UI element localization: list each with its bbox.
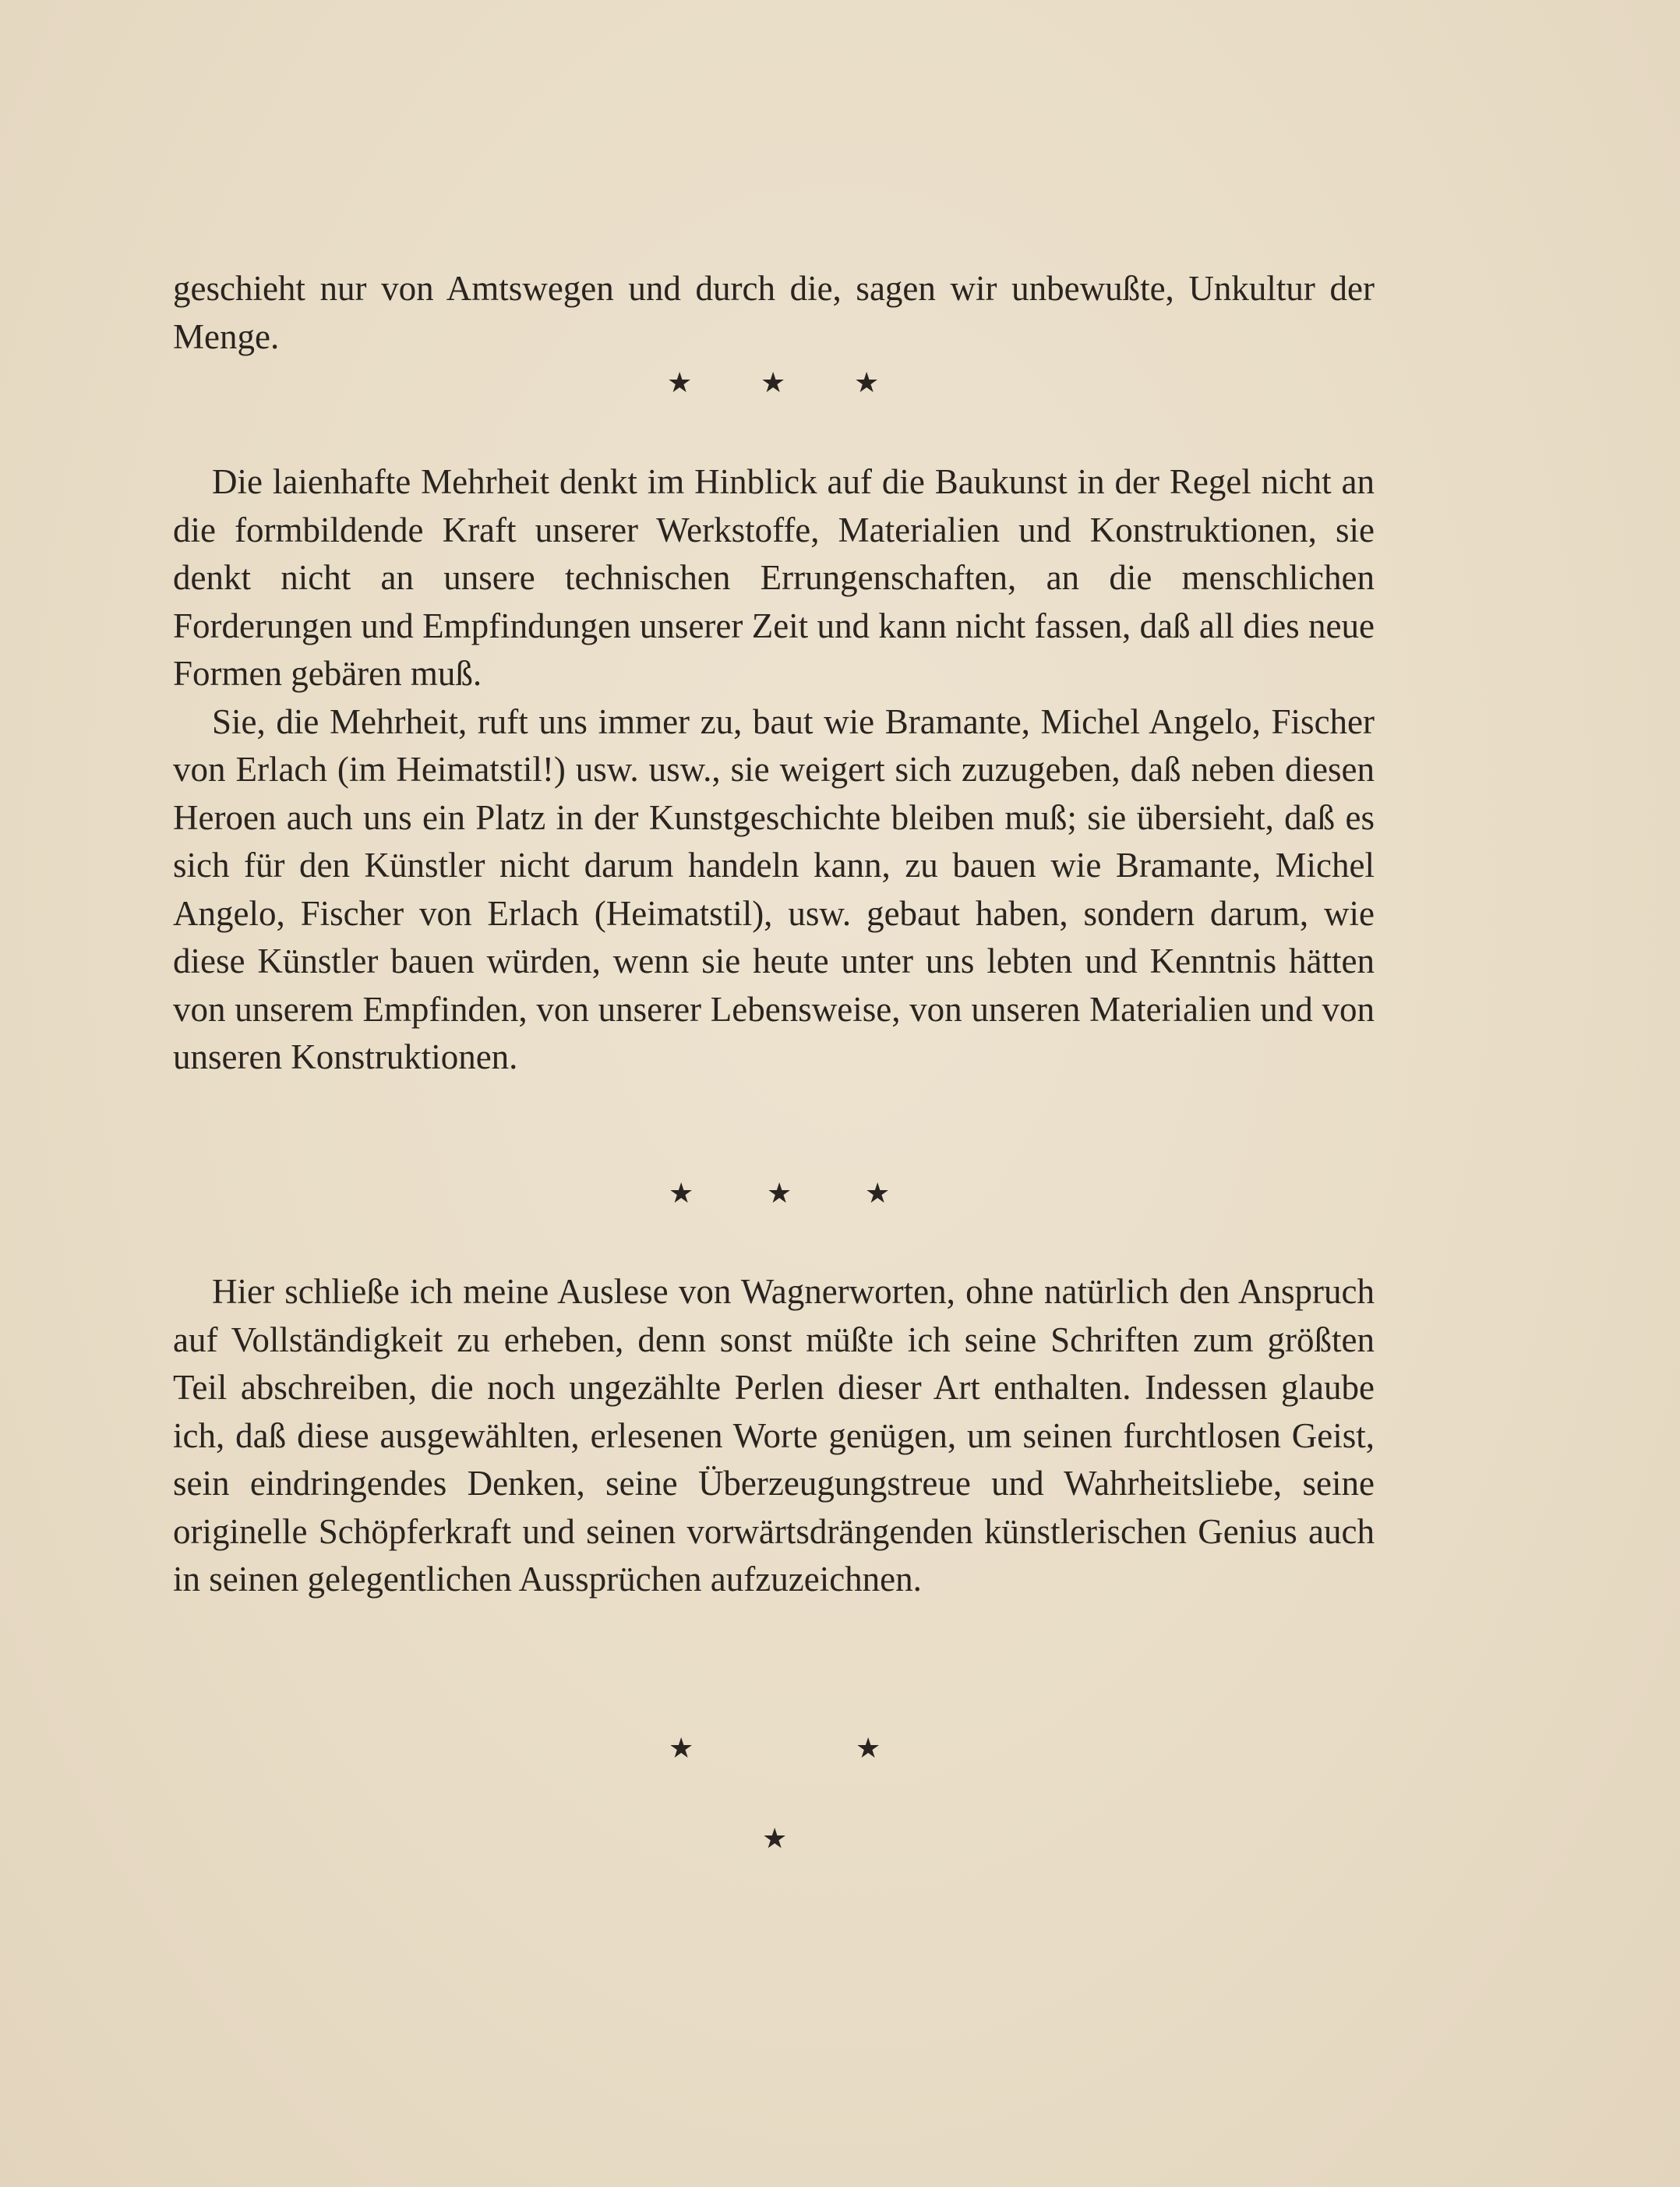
star-icon: ★: [762, 1823, 788, 1855]
paragraph-conclusion: [173, 1268, 1375, 1604]
star-icon: ★: [669, 1733, 694, 1765]
separator-three-stars-1: [0, 369, 1680, 408]
star-icon: ★: [856, 1733, 881, 1765]
star-icon: ★: [667, 367, 693, 399]
paragraph-continuation: [173, 265, 1375, 361]
paragraph-1-text: geschieht nur von Amtswegen und durch die, sagen wir unbewußte, Unkultur der Menge.: [173, 269, 1375, 356]
paragraph-3-text: Hier schließe ich meine Auslese von Wagnerworten, ohne natürlich den Anspruch auf Vollständigkeit zu erheben, denn sonst müßte ich seine Schriften zum größten Teil abschreiben, die noch ungezählte Perlen dieser Art enthalten. Indessen glaube ich, daß diese ausgewählten, erlesenen Worte genügen, um seinen furchtlosen Geist, sein eindringendes Denken, seine Überzeugungstreue und Wahrheitsliebe, seine originelle Schöpferkraft und seinen vorwärtsdrängenden künstlerischen Genius auch in seinen gelegentlichen Aussprüchen aufzuzeichnen.: [173, 1272, 1375, 1599]
separator-two-stars: [0, 1735, 1680, 1774]
separator-three-stars-2: [0, 1180, 1680, 1219]
separator-single-star: [0, 1825, 1680, 1864]
paragraph-2a-text: Die laienhafte Mehrheit denkt im Hinblick auf die Baukunst in der Regel nicht an die formbildende Kraft unserer Werkstoffe, Materialien und Konstruktionen, sie denkt nicht an unsere technischen Errungenschaften, an die menschlichen Forderungen und Empfindungen unserer Zeit und kann nicht fassen, daß all dies neue Formen gebären muß.: [173, 462, 1375, 693]
paragraph-2b-text: Sie, die Mehrheit, ruft uns immer zu, baut wie Bramante, Michel Angelo, Fischer von Erlach (im Heimatstil!) usw. usw., sie weigert sich zuzugeben, daß neben diesen Heroen auch uns ein Platz in der Kunstgeschichte bleiben muß; sie übersieht, daß es sich für den Künstler nicht darum handeln kann, zu bauen wie Bramante, Michel Angelo, Fischer von Erlach (Heimatstil), usw. gebaut haben, sondern darum, wie diese Künstler bauen würden, wenn sie heute unter uns lebten und Kenntnis hätten von unserem Empfinden, von unserer Lebensweise, von unseren Materialien und von unseren Konstruktionen.: [173, 701, 1375, 1076]
paragraph-majority: [173, 458, 1375, 1082]
star-icon: ★: [854, 367, 880, 399]
star-icon: ★: [761, 367, 786, 399]
star-icon: ★: [669, 1178, 694, 1210]
star-icon: ★: [767, 1178, 792, 1210]
star-icon: ★: [865, 1178, 891, 1210]
